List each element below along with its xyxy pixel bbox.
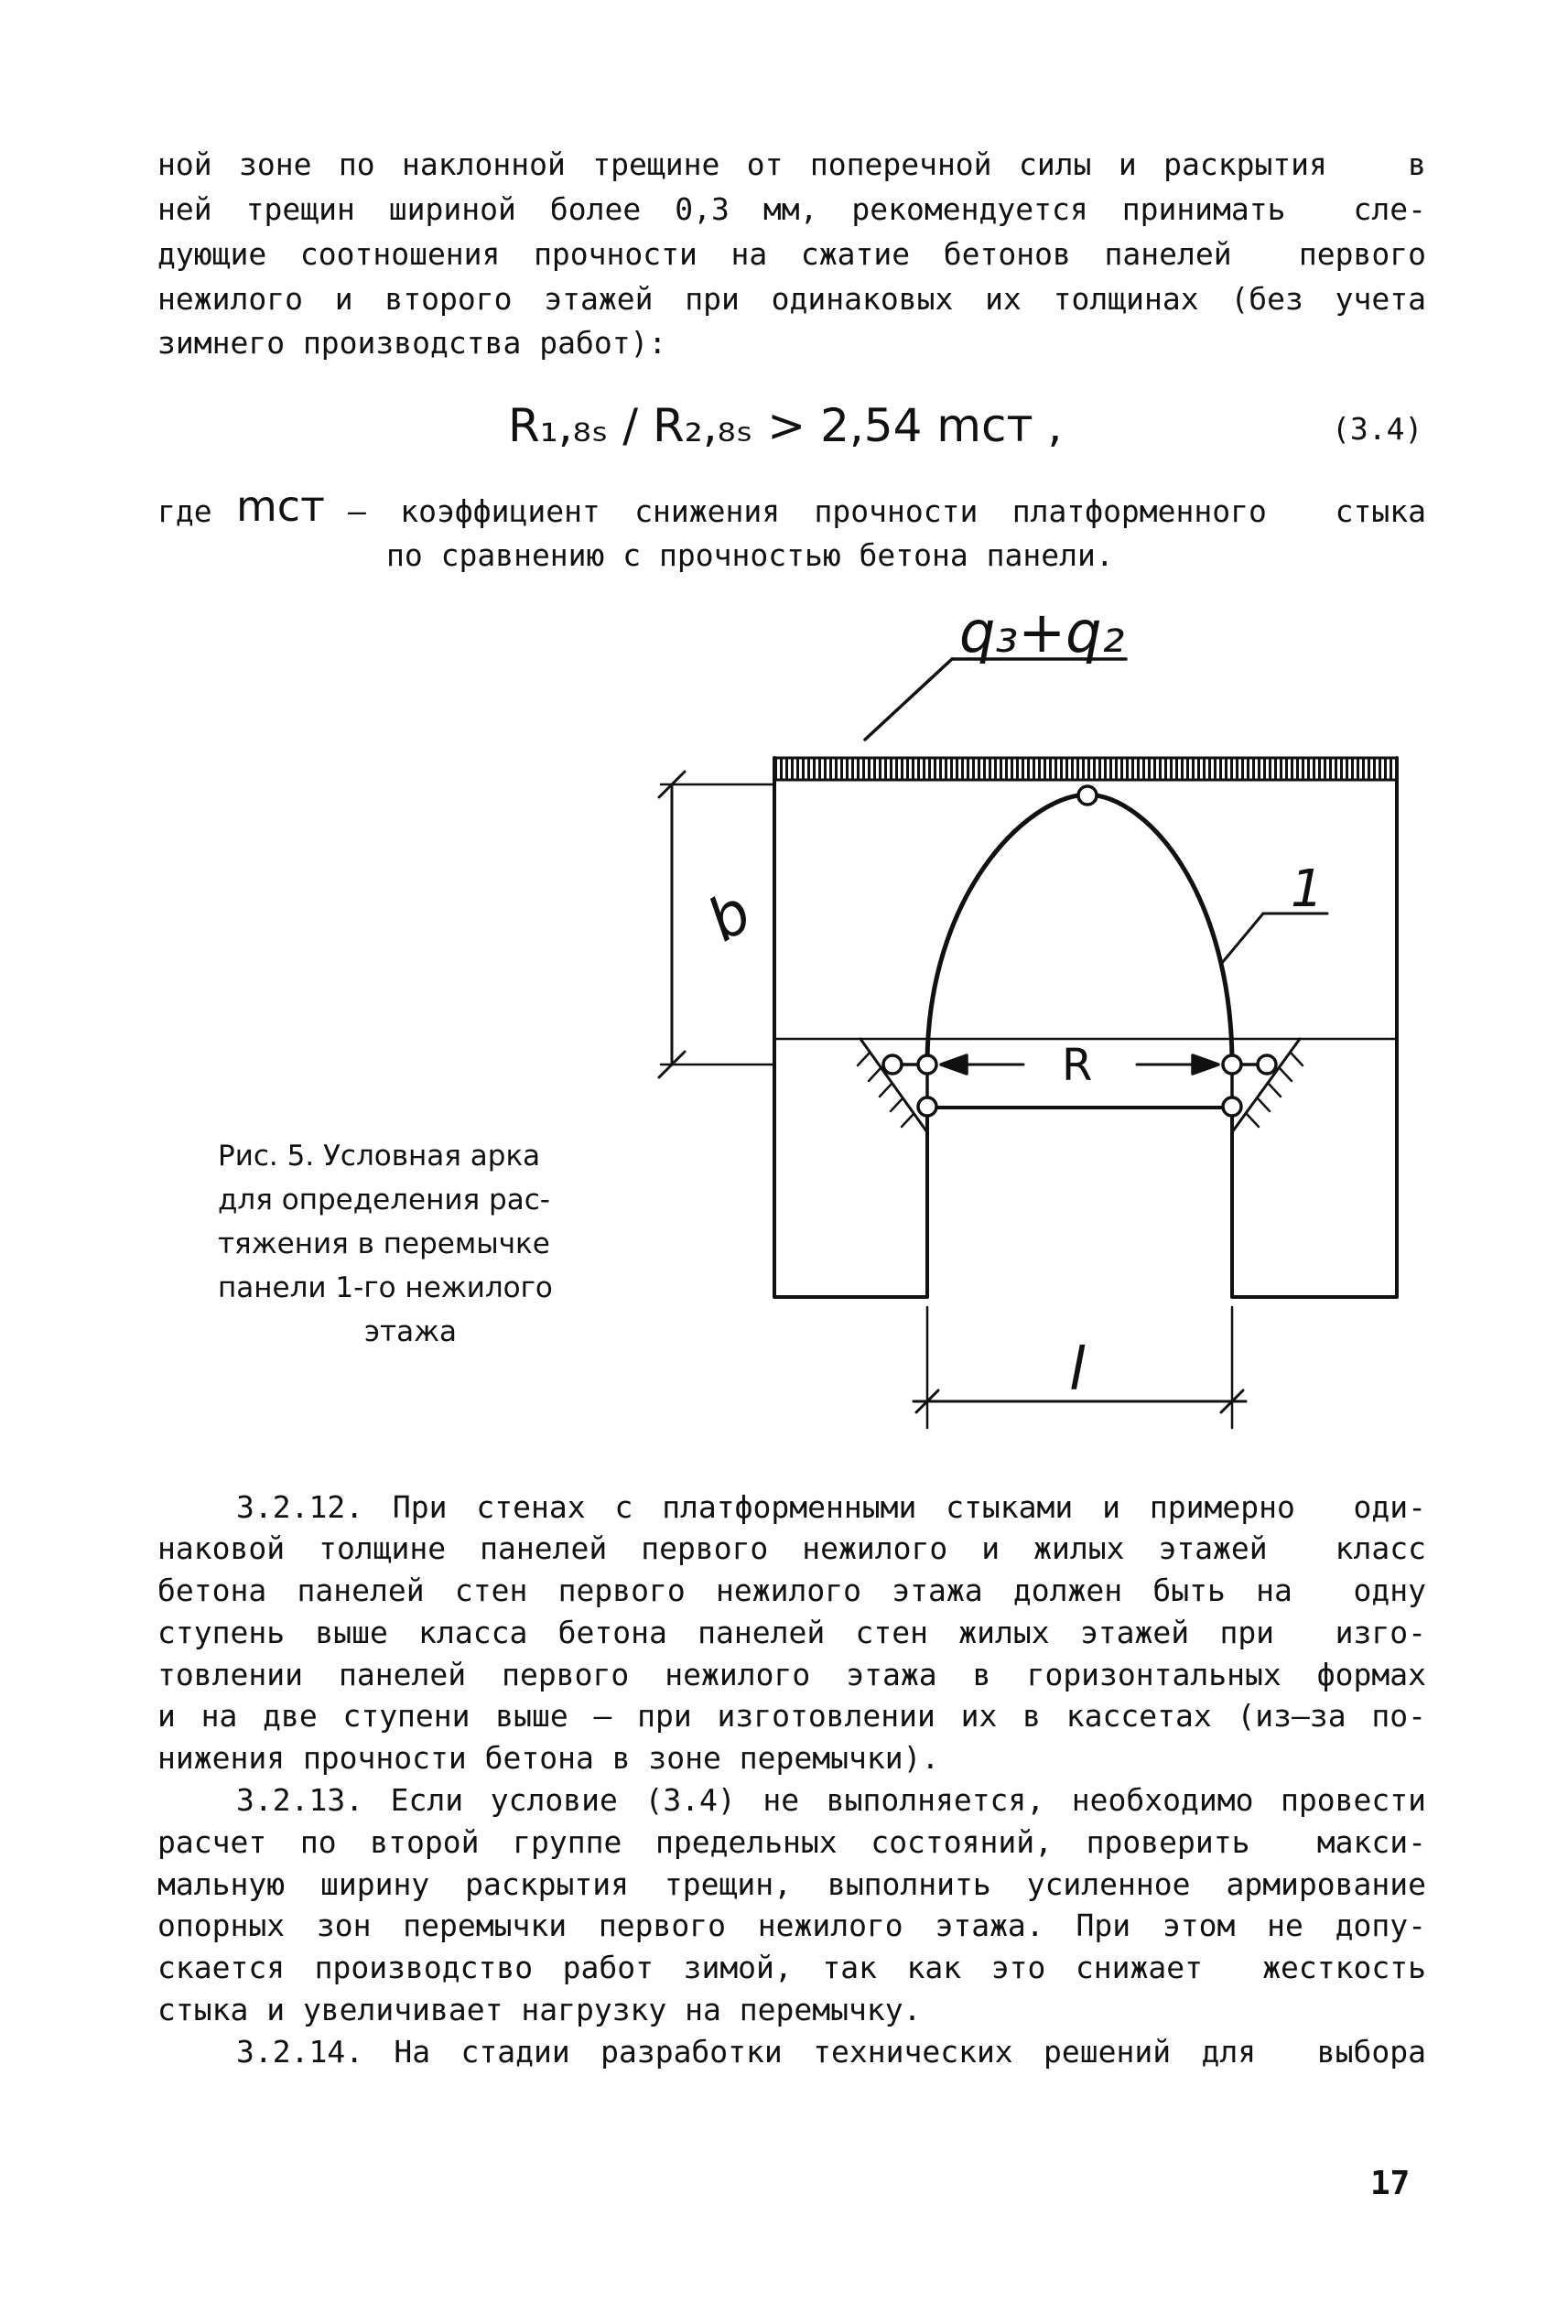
intro-line-2: ней трещин шириной более 0,3 мм, рекомендуется принимать сле- [157,191,1426,227]
clause-line-1: 3.2.12. При стенах с платформенными стыками и примерно оди- [236,1489,1426,1525]
intro-line-4: нежилого и второго этажей при одинаковых их толщинах (без учета [157,281,1426,317]
clause-line-6: и на две ступени выше – при изготовлении их в кассетах (из–за по- [157,1698,1426,1734]
left-thrust-arrowhead [941,1055,967,1074]
clause-line-11: опорных зон перемычки первого нежилого этажа. При этом не допу- [157,1908,1426,1943]
thrust-label: R [1062,1040,1093,1091]
load-leader-line [865,659,952,740]
clause-line-9: расчет по второй группе предельных состояний, проверить макси- [157,1824,1426,1860]
where-symbol: mст [236,481,325,531]
intro-line-5: зимнего производства работ): [157,325,667,361]
caption-line-3: тяжения в перемычке [218,1227,550,1260]
caption-line-2: для определения рас- [218,1184,550,1216]
intro-line-3: дующие соотношения прочности на сжатие бетонов панелей первого [157,236,1426,272]
distributed-load-hatching [774,758,1397,780]
page-number: 17 [1370,2165,1411,2202]
clause-line-13: стыка и увеличивает нагрузку на перемычку. [157,1992,922,2027]
where-line-1: – коэффициент снижения прочности платформенного стыка [348,493,1426,529]
formula-number: (3.4) [1332,411,1423,447]
load-label: q₃+q₂ [959,599,1125,665]
where-prefix: где [157,493,212,529]
arch-label-leader [1222,913,1263,963]
formula-3-4: R₁,₈ₛ / R₂,₈ₛ > 2,54 mст , [508,399,1063,452]
arch-crown-hinge [1078,786,1097,805]
where-line-2: по сравнению с прочностью бетона панели. [386,537,1114,573]
clause-line-4: ступень выше класса бетона панелей стен жилых этажей при изго- [157,1615,1426,1650]
conditional-arch [927,794,1232,1065]
right-thrust-arrowhead [1193,1055,1218,1074]
intro-line-1: ной зоне по наклонной трещине от поперечной силы и раскрытия в [157,146,1426,182]
clause-line-10: мальную ширину раскрытия трещин, выполнить усиленное армирование [157,1866,1426,1902]
arch-label: 1 [1291,859,1324,919]
clause-line-12: скается производство работ зимой, так как это снижает жесткость [157,1950,1426,1985]
clause-line-7: нижения прочности бетона в зоне перемычки). [157,1740,940,1776]
wall-panel-outline [774,758,1397,1297]
clause-line-3: бетона панелей стен первого нежилого этажа должен быть на одну [157,1573,1426,1608]
caption-line-1: Рис. 5. Условная арка [218,1140,541,1173]
height-label: b [697,878,763,956]
caption-line-5: этажа [364,1315,457,1348]
caption-line-4: панели 1-го нежилого [218,1271,553,1304]
clause-line-8: 3.2.13. Если условие (3.4) не выполняется, необходимо провести [236,1782,1426,1818]
span-label: l [1069,1336,1086,1404]
clause-line-2: наковой толщине панелей первого нежилого и жилых этажей класс [157,1530,1426,1566]
clause-line-5: товлении панелей первого нежилого этажа в горизонтальных формах [157,1657,1426,1692]
clause-line-14: 3.2.14. На стадии разработки технических решений для выбора [236,2034,1426,2070]
